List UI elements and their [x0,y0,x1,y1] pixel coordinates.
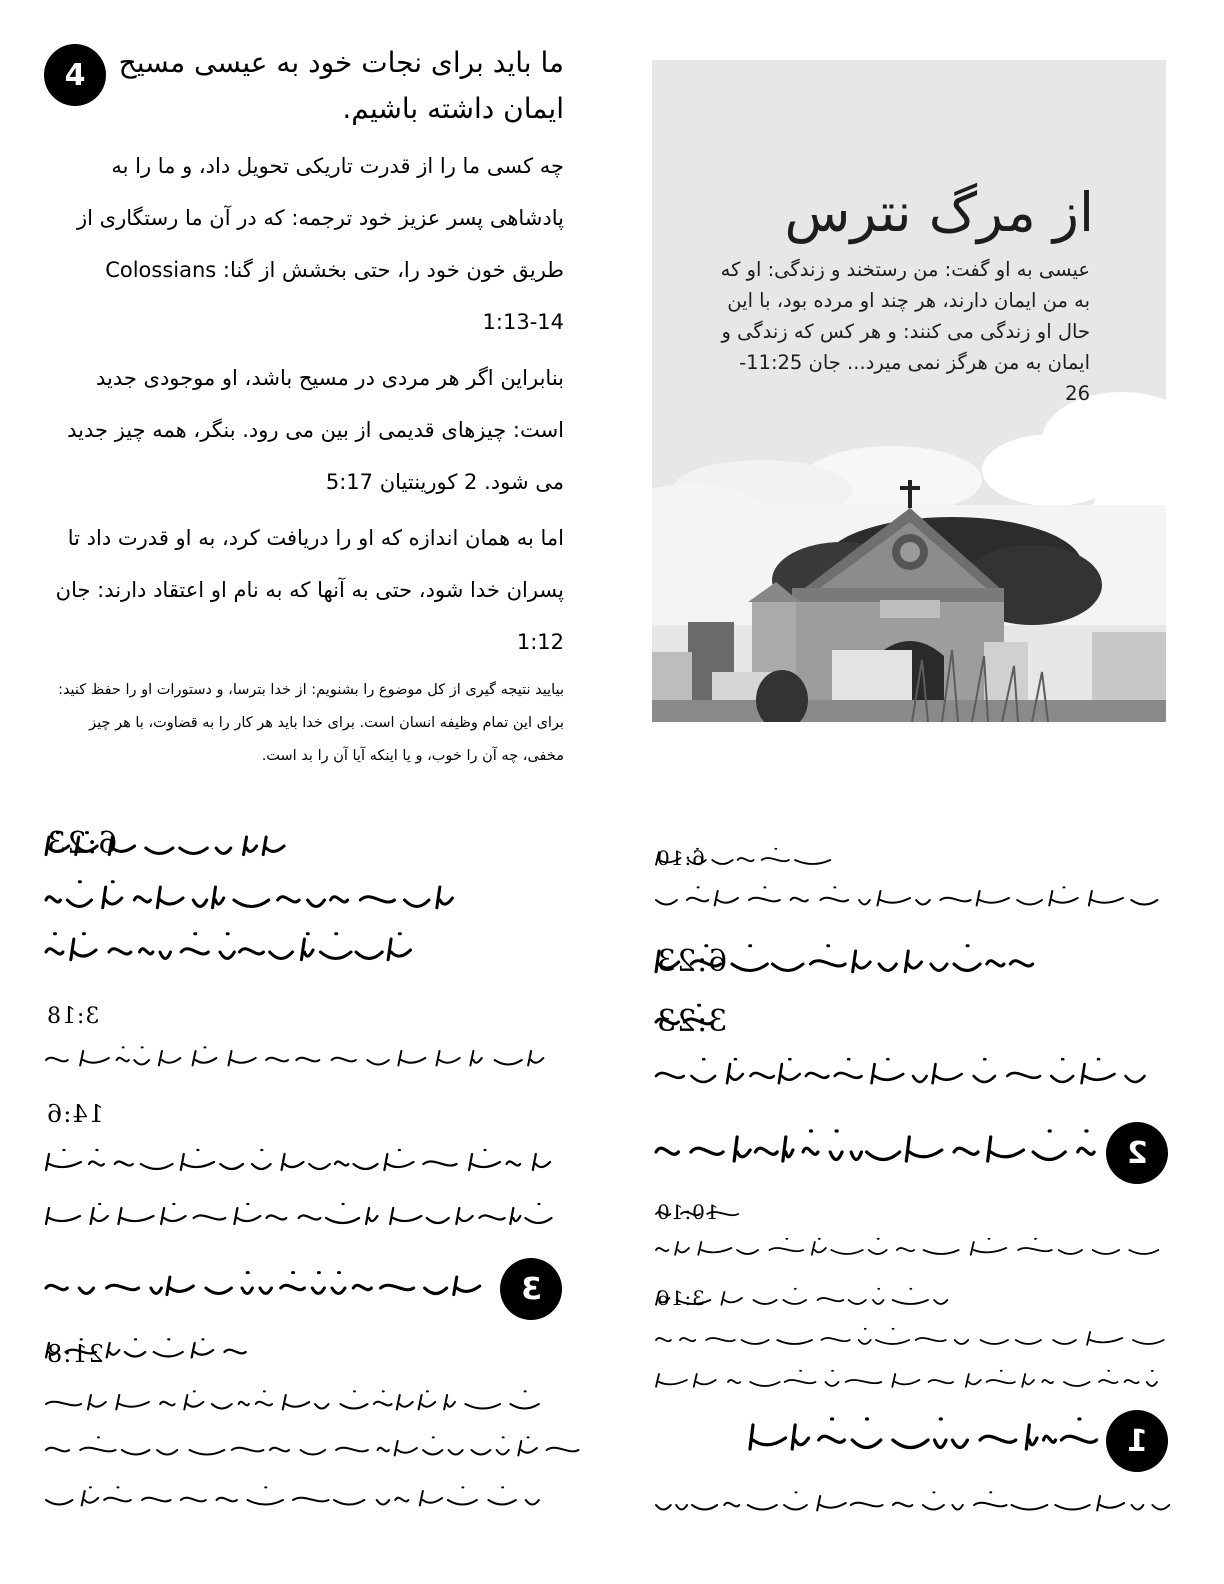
mirrored-script-line-9 [46,1437,579,1455]
mirrored-badge-3: 3 [500,1258,562,1320]
paragraph-corinthians: بنابراین اگر هر مردی در مسیح باشد، او موجودی جدید است: چیزهای قدیمی از بین می رود. بنگر، همه چیز جدید می شود. 2 کورینتیان 5:17 [67,366,564,494]
mirrored-script-line-23 [656,1492,1169,1510]
mirrored-script-line-17 [656,1212,738,1215]
mirrored-badge-2: 2 [1106,1122,1168,1184]
mirrored-line [656,1200,1066,1224]
mirrored-ref: 3:23 [656,1004,728,1039]
mirrored-script-line-5 [46,1204,551,1224]
mirrored-script-line-21 [656,1371,1157,1387]
mirrored-script-line-22 [750,1419,1097,1449]
mirrored-script-line-1 [46,882,452,908]
section-4-title: ما باید برای نجات خود به عیسی مسیح ایمان داشته باشیم. [118,46,564,125]
mirrored-script-line-8 [46,1391,539,1409]
mirrored-script-line-3 [46,1047,543,1065]
mirrored-ref: 3:18 [46,1004,100,1029]
mirrored-script-line-16 [656,1131,1094,1161]
paragraph-john: اما به همان اندازه که او را دریافت کرد، به او قدرت داد تا پسران خدا شود، حتی به آنها که به نام او اعتقاد دارند: جان 1:12 [55,526,564,654]
mirrored-ref: 3:16 [656,1286,705,1310]
mirrored-ref: 14:6 [46,1100,104,1128]
mirrored-script-line-14 [656,1005,713,1024]
section-number-badge: 4 [44,44,106,106]
mirrored-script-line-2 [46,934,411,960]
mirrored-line [46,1100,226,1128]
mirrored-script-line-19 [656,1289,947,1305]
cover-panel [652,60,1166,722]
mirrored-script-line-0 [46,833,284,855]
mirrored-script-line-6 [46,1273,480,1295]
mirrored-script-line-15 [656,1059,1145,1083]
mirrored-line [46,1004,556,1029]
mirrored-ref: 6:23 [656,944,728,979]
section-4 [44,40,564,773]
mirrored-script-line-18 [656,1239,1158,1255]
mirrored-line [46,1340,296,1368]
mirrored-line [46,826,336,861]
closing-text: بیایید نتیجه گیری از کل موضوع را بشنویم: از خدا بترسا، و دستورات او را حفظ کنید: برای این تمام وظیفه انسان است. برای خدا باید هر کار را به قضاوت، با هر چیز مخفی، چه آن را خوب، و یا اینکه آیا آن را بد است. [58,682,564,764]
section-4-header [44,40,564,136]
mirrored-ref: 21:8 [46,1340,104,1368]
mirrored-ref: 10:10 [656,1200,719,1224]
mirrored-badge-1: 1 [1106,1410,1168,1472]
mirrored-line [656,1004,870,1039]
mirrored-script-line-13 [656,946,1033,972]
mirrored-line [656,846,906,870]
mirrored-line [656,944,1166,979]
mirrored-line [656,1286,1130,1310]
colossians-reference: Colossians 1:13-14 [105,258,564,334]
mirrored-script-line-4 [46,1150,550,1170]
mirrored-script-line-7 [46,1339,246,1357]
cover-verse: عیسی به او گفت: من رستخند و زندگی: او که به من ایمان دارند، هر چند او مرده بود، با این حال او زندگی می کنند: و هر کس که زندگی و ایمان به من هرگز نمی میرد... جان 11:25-26 [720,258,1090,405]
mirrored-script-line-20 [656,1329,1164,1345]
mirrored-script-line-11 [656,849,830,865]
paragraph-colossians [44,140,564,348]
mirrored-ref: 6:23 [46,826,118,861]
paragraph-colossians-text: چه کسی ما را از قدرت تاریکی تحویل داد، و ما را به پادشاهی پسر عزیز خود ترجمه: که در آن ما رستگاری از طریق خون خود را، حتی بخشش از گنا: [77,154,564,282]
mirrored-script-line-10 [46,1487,539,1505]
cover-title: از مرگ نترس [784,181,1094,244]
mirrored-script-line-12 [656,887,1157,905]
mirrored-ref: 6:10 [656,846,705,870]
